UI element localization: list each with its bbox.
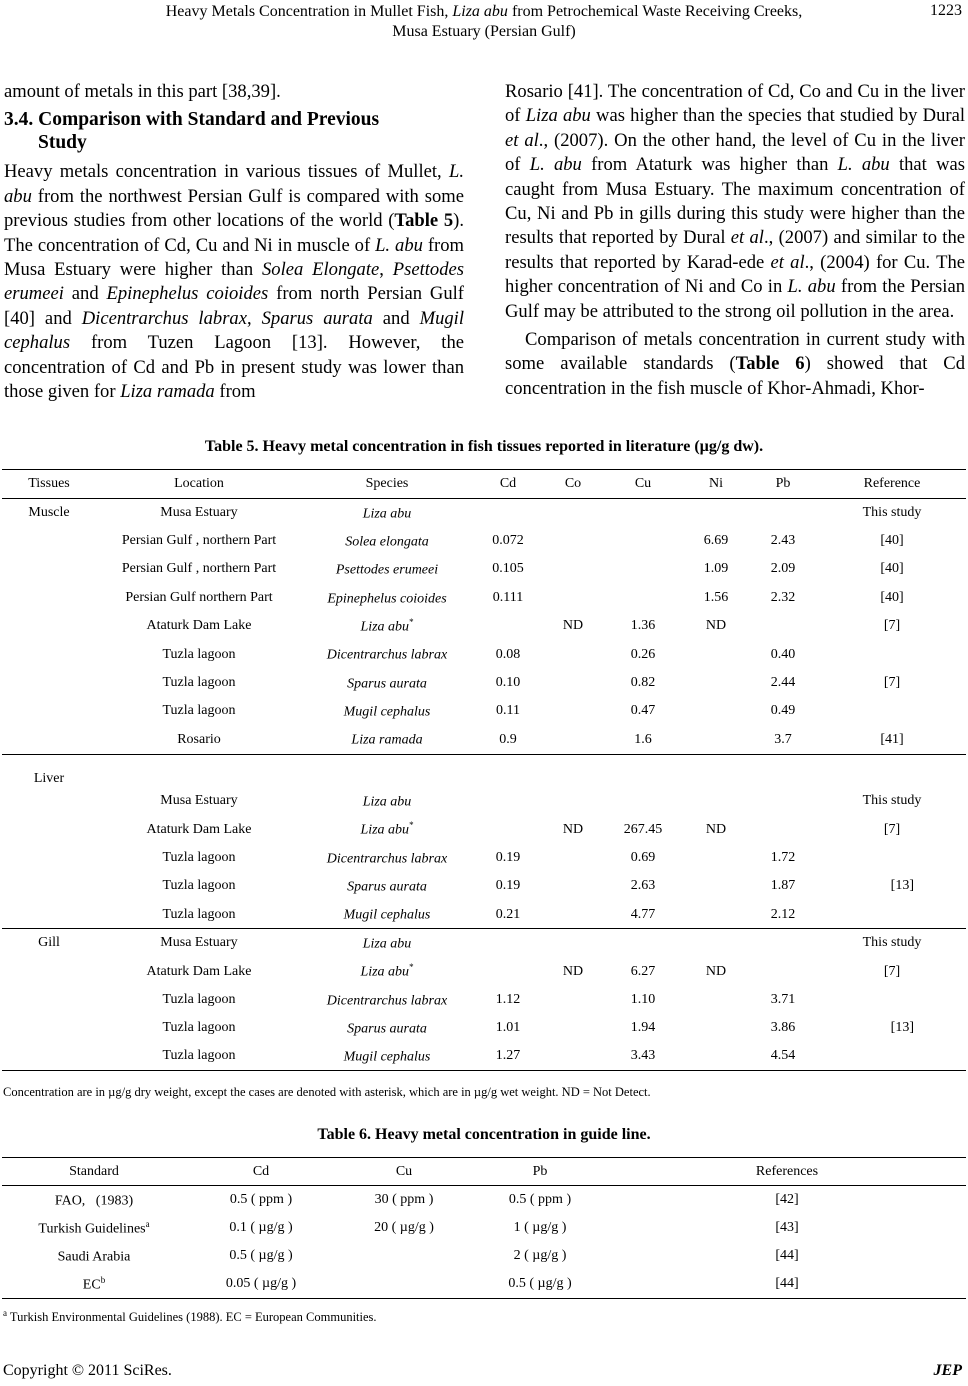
reference-cell: [7] — [883, 963, 901, 979]
reference-cell: This study — [862, 935, 922, 951]
pb-cell: 2.43 — [770, 533, 796, 549]
header-text-2: from Petrochemical Waste Receiving Creeks, — [507, 3, 803, 20]
ni-cell: ND — [705, 821, 727, 837]
pb-cell: 2.32 — [770, 589, 796, 605]
cd-cell: 0.19 — [495, 849, 521, 865]
table5-row — [2, 669, 966, 697]
location-cell: Tuzla lagoon — [96, 901, 302, 929]
tissue-cell — [2, 901, 96, 929]
table6-col-header: Pb — [532, 1163, 548, 1179]
cu-cell — [336, 1270, 472, 1298]
co-cell — [544, 754, 602, 787]
pb-cell: 0.5 ( µg/g ) — [472, 1270, 608, 1298]
table5-row — [2, 901, 966, 929]
ni-cell — [684, 901, 748, 929]
co-cell — [544, 584, 602, 612]
species-cell: Dicentrarchus labrax — [326, 993, 448, 1009]
ni-cell — [684, 986, 748, 1014]
tissue-cell — [2, 726, 96, 754]
location-cell: Ataturk Dam Lake — [146, 821, 252, 837]
cd-cell — [472, 957, 544, 985]
table5-col-header: Pb — [775, 476, 791, 491]
species-cell: Liza abu — [362, 936, 412, 952]
ni-cell — [684, 844, 748, 872]
cu-cell — [602, 787, 684, 815]
tissue-cell — [2, 1014, 96, 1042]
cu-cell: 3.43 — [602, 1043, 684, 1071]
cd-cell — [472, 815, 544, 843]
cu-cell: 0.82 — [630, 675, 656, 691]
species-cell: Liza abu* — [360, 962, 414, 980]
ni-cell — [684, 640, 748, 668]
pb-cell: 2.12 — [748, 901, 818, 929]
location-cell: Tuzla lagoon — [162, 849, 236, 865]
location-cell: Persian Gulf northern Part — [125, 589, 273, 605]
cd-cell: 0.08 — [495, 646, 521, 662]
co-cell — [544, 901, 602, 929]
cd-cell: 0.11 — [496, 703, 520, 719]
ni-cell: ND — [705, 618, 727, 634]
pb-cell — [748, 957, 818, 985]
pb-cell: 3.86 — [770, 1020, 796, 1036]
table5-col-header: Tissues — [28, 476, 70, 491]
reference-cell: [7] — [883, 821, 901, 837]
cd-cell — [472, 929, 544, 957]
species-cell: Mugil cephalus — [302, 1043, 472, 1071]
co-cell — [544, 527, 602, 555]
species-cell: Liza ramada — [302, 726, 472, 754]
location-cell: Tuzla lagoon — [162, 878, 236, 894]
cd-cell: 1.12 — [495, 991, 521, 1007]
location-cell: Tuzla lagoon — [162, 703, 236, 719]
location-cell: Ataturk Dam Lake — [146, 618, 252, 634]
reference-cell: [40] — [880, 561, 904, 577]
cd-cell: 0.21 — [472, 901, 544, 929]
species-cell: Liza abu — [362, 794, 412, 810]
standard-cell: $EC^b$ — [2, 1270, 186, 1298]
table5-col-header: Reference — [863, 476, 921, 491]
ni-cell — [684, 499, 748, 527]
table5-row — [2, 986, 966, 1014]
pb-cell: 2 ( µg/g ) — [513, 1248, 567, 1264]
species-cell: Sparus aurata — [347, 879, 427, 895]
cd-cell: 0.10 — [495, 675, 521, 691]
cd-cell: 1.27 — [472, 1043, 544, 1071]
cd-cell: 0.1 ( µg/g ) — [229, 1219, 293, 1235]
species-cell: Sparus aurata — [347, 1021, 427, 1037]
ni-cell — [684, 787, 748, 815]
co-cell — [544, 844, 602, 872]
tissue-cell — [2, 584, 96, 612]
ni-cell: ND — [705, 963, 727, 979]
table5-row — [2, 787, 966, 815]
pb-cell — [748, 499, 818, 527]
tissue-cell — [2, 527, 96, 555]
pb-cell: 2.44 — [770, 675, 796, 691]
cu-cell: 1.94 — [630, 1020, 656, 1036]
tissue-cell: Liver — [33, 771, 65, 787]
table5-col-header: Cd — [499, 476, 517, 491]
location-cell: Persian Gulf , northern Part — [121, 561, 277, 577]
table5-col-header: Co — [564, 476, 582, 491]
tissue-cell — [2, 697, 96, 725]
pb-cell: 4.54 — [748, 1043, 818, 1071]
species-cell: Sparus aurata — [347, 676, 427, 692]
cd-cell — [472, 787, 544, 815]
table5-col-header: Cu — [634, 476, 652, 491]
tissue-cell — [2, 844, 96, 872]
co-cell — [544, 929, 602, 957]
cd-cell: 0.9 — [472, 726, 544, 754]
table6-col-header: Cd — [252, 1163, 270, 1179]
species-cell: Liza abu* — [360, 616, 414, 635]
cu-cell: 267.45 — [623, 821, 663, 837]
cd-cell — [472, 499, 544, 527]
co-cell: ND — [562, 963, 584, 979]
reference-cell — [818, 754, 966, 787]
header-line-2: Musa Estuary (Persian Gulf) — [392, 23, 576, 40]
co-cell — [544, 1014, 602, 1042]
co-cell — [544, 669, 602, 697]
co-cell — [544, 726, 602, 754]
cu-cell — [602, 754, 684, 787]
ni-cell: 1.56 — [703, 589, 729, 605]
cd-cell: 0.05 ( µg/g ) — [186, 1270, 336, 1298]
table5-row — [2, 499, 966, 527]
table6-col-header: Cu — [395, 1163, 413, 1179]
table5 — [2, 469, 966, 1071]
location-cell: Tuzla lagoon — [162, 646, 236, 662]
pb-cell: 0.40 — [770, 646, 796, 662]
cd-cell — [472, 612, 544, 640]
location-cell: Musa Estuary — [160, 793, 238, 809]
table5-row — [2, 957, 966, 985]
tissue-cell — [2, 669, 96, 697]
species-cell: Solea elongata — [345, 534, 429, 550]
tissue-cell — [2, 986, 96, 1014]
cu-cell — [336, 1242, 472, 1270]
cu-cell: 4.77 — [602, 901, 684, 929]
location-cell: Ataturk Dam Lake — [146, 963, 252, 979]
tissue-cell — [2, 787, 96, 815]
reference-cell: This study — [862, 504, 922, 520]
table5-header-row — [2, 470, 966, 499]
running-header — [0, 2, 968, 42]
location-cell: Musa Estuary — [160, 935, 238, 951]
reference-cell: [43] — [775, 1219, 799, 1235]
cd-cell: 0.5 ( ppm ) — [229, 1191, 293, 1207]
reference-cell — [818, 986, 966, 1014]
co-cell — [544, 1043, 602, 1071]
ni-cell — [684, 1043, 748, 1071]
co-cell — [544, 555, 602, 583]
location-cell: Tuzla lagoon — [162, 1020, 236, 1036]
table5-row — [2, 612, 966, 640]
cd-cell: 1.01 — [495, 1020, 521, 1036]
cu-cell: 0.69 — [630, 849, 656, 865]
table5-col-header: Location — [174, 476, 224, 491]
pb-cell: 1.72 — [770, 849, 796, 865]
tissue-cell — [2, 612, 96, 640]
right-paragraph-2: Comparison of metals concentration in current study with some available standards (Table 6) showed that Cd concentration in the fish muscle of Khor-Ahmadi, Khor- — [505, 329, 965, 399]
tissue-cell — [2, 872, 96, 900]
table5-row — [2, 527, 966, 555]
co-cell — [544, 986, 602, 1014]
pb-cell: 3.7 — [748, 726, 818, 754]
cu-cell: 1.10 — [630, 991, 656, 1007]
table5-row — [2, 872, 966, 900]
table6-row — [2, 1242, 966, 1270]
table6-header-row — [2, 1158, 966, 1186]
pb-cell — [748, 787, 818, 815]
table6-col-header: Standard — [69, 1163, 119, 1179]
reference-cell: [7] — [883, 618, 901, 634]
location-cell: Persian Gulf , northern Part — [121, 533, 277, 549]
co-cell — [544, 787, 602, 815]
table6-row — [2, 1270, 966, 1298]
pb-cell — [748, 815, 818, 843]
table5-row — [2, 726, 966, 754]
cu-cell: 1.6 — [602, 726, 684, 754]
cu-cell: 0.26 — [630, 646, 656, 662]
species-cell: Mugil cephalus — [343, 704, 431, 720]
table6-footnote: $^a$ Turkish Environmental Guidelines (1988). EC = European Communities. — [3, 1308, 377, 1325]
co-cell — [544, 499, 602, 527]
co-cell — [544, 872, 602, 900]
table5-row — [2, 555, 966, 583]
tissue-cell — [2, 640, 96, 668]
table5-row — [2, 929, 966, 957]
cu-cell: 20 ( µg/g ) — [374, 1219, 434, 1235]
pb-cell: 0.49 — [770, 703, 796, 719]
cu-cell — [602, 555, 684, 583]
tissue-cell — [2, 555, 96, 583]
left-column — [4, 80, 464, 404]
cd-cell: 0.111 — [492, 589, 524, 605]
location-cell — [96, 754, 302, 787]
reference-cell: [13] — [890, 1020, 914, 1036]
cd-cell: 0.105 — [492, 561, 524, 577]
species-cell: Dicentrarchus labrax — [326, 647, 448, 663]
pb-cell — [748, 754, 818, 787]
table6-row — [2, 1186, 966, 1214]
right-column — [505, 80, 965, 401]
copyright-text: Copyright © 2011 SciRes. — [3, 1362, 172, 1379]
species-cell: Liza abu — [362, 506, 412, 522]
cd-cell — [472, 754, 544, 787]
table5-row — [2, 844, 966, 872]
table5-row — [2, 1043, 966, 1071]
ni-cell — [684, 726, 748, 754]
pb-cell: 0.5 ( ppm ) — [508, 1191, 572, 1207]
co-cell: ND — [562, 618, 584, 634]
header-species: Liza abu — [452, 3, 508, 20]
cu-cell: 6.27 — [630, 963, 656, 979]
table5-row — [2, 640, 966, 668]
pb-cell — [748, 612, 818, 640]
co-cell — [544, 697, 602, 725]
tissue-cell — [2, 1043, 96, 1071]
location-cell: Tuzla lagoon — [162, 675, 236, 691]
table5-row — [2, 754, 966, 787]
species-cell: Epinephelus coioides — [327, 591, 447, 607]
ni-cell: 1.09 — [703, 561, 729, 577]
cd-cell: 0.19 — [495, 878, 521, 894]
left-lead-text: amount of metals in this part [38,39]. — [4, 81, 281, 102]
table5-col-header: Ni — [709, 476, 723, 491]
co-cell: ND — [562, 821, 584, 837]
cu-cell: 2.63 — [630, 878, 656, 894]
table5-row — [2, 815, 966, 843]
table5-col-header: Species — [365, 476, 409, 491]
ni-cell — [684, 929, 748, 957]
left-paragraph: Heavy metals concentration in various tissues of Mullet, L. abu from the northwest Persian Gulf is compared with some previous studies from other locations of the world (Table 5). The concentration of Cd, Cu and Ni in muscle of L. abu from Musa Estuary were higher than Solea Elongate, Psettodes erumeei and Epinephelus coioides from north Persian Gulf [40] and Dicentrarchus labrax, Sparus aurata and Mugil cephalus from Tuzen Lagoon [13]. However, the concentration of Cd and Pb in present study was lower than those given for Liza ramada from — [4, 161, 465, 403]
reference-cell: [40] — [880, 589, 904, 605]
reference-cell: [7] — [883, 675, 901, 691]
cu-cell — [602, 499, 684, 527]
tissue-cell — [2, 957, 96, 985]
page-number: 1223 — [930, 2, 962, 19]
reference-cell — [818, 640, 966, 668]
ni-cell — [684, 754, 748, 787]
species-cell: Dicentrarchus labrax — [326, 851, 448, 867]
reference-cell: [13] — [890, 878, 914, 894]
reference-cell — [818, 697, 966, 725]
cu-cell: 0.47 — [630, 703, 656, 719]
cu-cell: 30 ( ppm ) — [374, 1191, 434, 1207]
table5-row — [2, 697, 966, 725]
standard-cell: Saudi Arabia — [57, 1249, 131, 1265]
reference-cell: [44] — [608, 1270, 966, 1298]
reference-cell — [818, 901, 966, 929]
ni-cell — [684, 872, 748, 900]
right-paragraph-1: Rosario [41]. The concentration of Cd, Co and Cu in the liver of Liza abu was higher than the species that studied by Dural et al., (2007). On the other hand, the level of Cu in the liver of L. abu from Ataturk was higher than L. abu that was caught from Musa Estuary. The maximum concentration of Cu, Ni and Pb in gills during this study were higher than the results that reported by Dural et al., (2007) and similar to the results that reported by Karad-ede et al., (2004) for Cu. The higher concentration of Ni and Co in L. abu from the Persian Gulf may be attributed to the strong oil pollution in the area. — [505, 81, 966, 322]
cu-cell — [602, 584, 684, 612]
location-cell: Musa Estuary — [160, 504, 238, 520]
location-cell: Tuzla lagoon — [162, 991, 236, 1007]
pb-cell: 3.71 — [770, 991, 796, 1007]
ni-cell — [684, 1014, 748, 1042]
species-cell — [302, 754, 472, 787]
reference-cell: [41] — [818, 726, 966, 754]
table5-caption: Table 5. Heavy metal concentration in fish tissues reported in literature (µg/g dw). — [204, 438, 764, 455]
reference-cell: [42] — [775, 1191, 799, 1207]
tissue-cell: Muscle — [28, 504, 70, 520]
pb-cell: 1.87 — [770, 878, 796, 894]
species-cell: Liza abu* — [360, 820, 414, 838]
reference-cell: This study — [862, 793, 922, 809]
section-heading: 3.4. Comparison with Standard and Previous Study — [4, 109, 380, 154]
tissue-cell: Gill — [38, 935, 60, 951]
table6-row — [2, 1214, 966, 1242]
pb-cell: 1 ( µg/g ) — [513, 1219, 567, 1235]
pb-cell: 2.09 — [770, 561, 796, 577]
cu-cell — [602, 527, 684, 555]
ni-cell: 6.69 — [703, 533, 729, 549]
reference-cell: [44] — [775, 1248, 799, 1264]
table5-note: Concentration are in µg/g dry weight, except the cases are denoted with asterisk, which are in µg/g wet weight. ND = Not Detect. — [3, 1085, 651, 1099]
tissue-cell — [2, 815, 96, 843]
journal-abbrev: JEP — [933, 1362, 962, 1379]
header-text-1: Heavy Metals Concentration in Mullet Fish, — [165, 3, 453, 20]
reference-cell: [40] — [880, 533, 904, 549]
cu-cell: 1.36 — [630, 618, 656, 634]
table5-row — [2, 584, 966, 612]
table5-row — [2, 1014, 966, 1042]
cd-cell: 0.5 ( µg/g ) — [229, 1248, 293, 1264]
species-cell: Psettodes erumeei — [335, 562, 439, 578]
location-cell: Rosario — [96, 726, 302, 754]
ni-cell — [684, 697, 748, 725]
cu-cell — [602, 929, 684, 957]
table6-caption: Table 6. Heavy metal concentration in guide line. — [317, 1126, 651, 1143]
ni-cell — [684, 669, 748, 697]
standard-cell: FAO, (1983) — [54, 1193, 134, 1209]
table6 — [2, 1157, 966, 1299]
reference-cell — [818, 844, 966, 872]
co-cell — [544, 640, 602, 668]
reference-cell — [818, 1043, 966, 1071]
cd-cell: 0.072 — [492, 533, 524, 549]
species-cell: Mugil cephalus — [302, 901, 472, 929]
table6-col-header: References — [755, 1163, 819, 1179]
pb-cell — [748, 929, 818, 957]
standard-cell: Turkish Guidelines$^a$ — [38, 1218, 150, 1237]
location-cell: Tuzla lagoon — [96, 1043, 302, 1071]
